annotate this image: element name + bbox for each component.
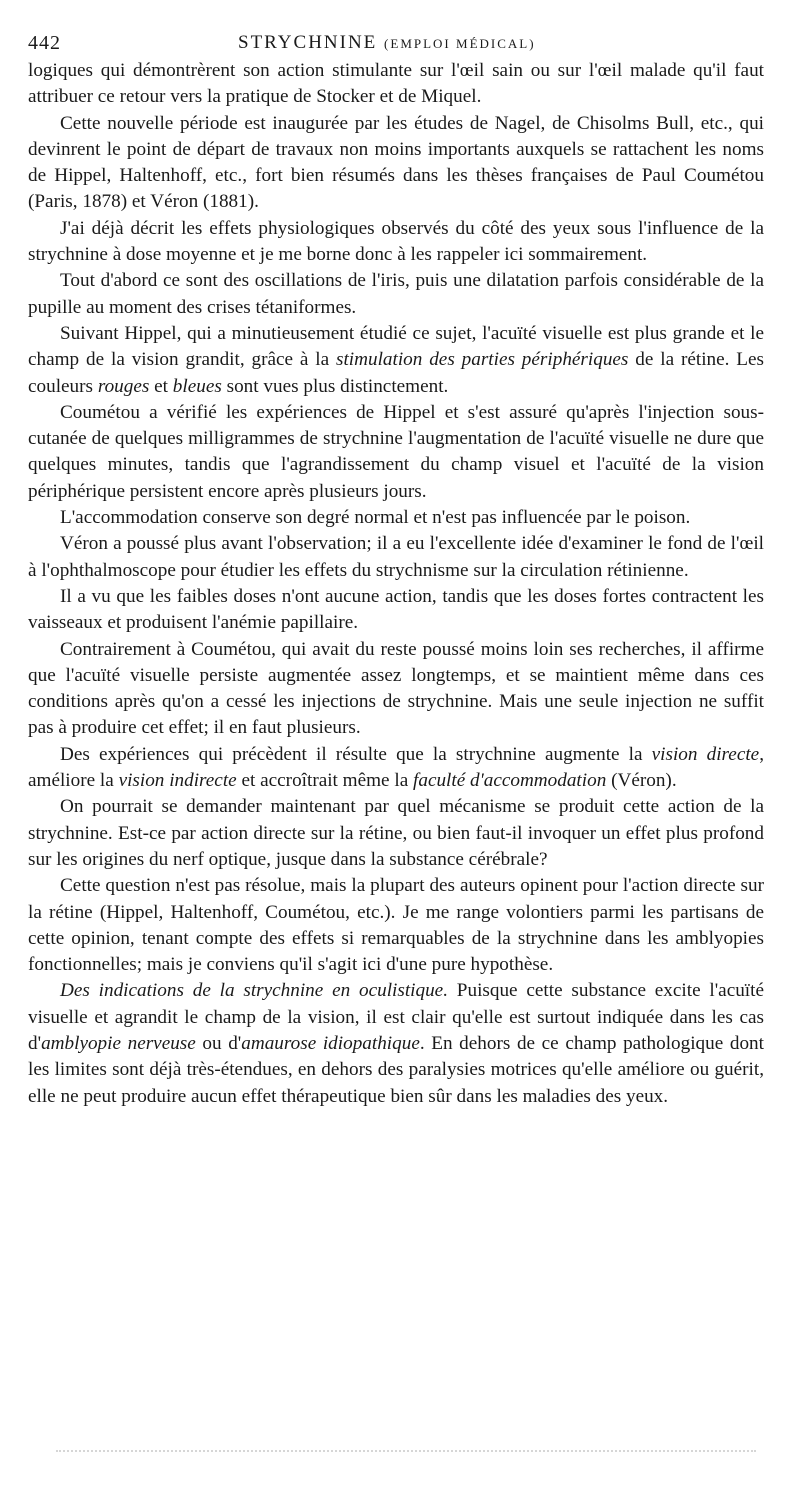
text-run: Contrairement à Coumétou, qui avait du reste poussé moins loin ses recherches, il affirme que l'acuïté visuelle persiste augmentée assez longtemps, et se maintient même dans ces conditions après qu'on a cessé les injections de strychnine. Mais une seule injection ne suffit pas à produire cet effet; il en faut plusieurs. <box>28 638 764 739</box>
text-run: On pourrait se demander maintenant par quel mécanisme se produit cette action de la strychnine. Est-ce par action directe sur la rétine, ou bien faut-il invoquer un effet plus profond sur les origines du nerf optique, jusque dans la substance cérébrale? <box>28 796 764 870</box>
paragraph <box>28 505 764 531</box>
running-head <box>238 32 536 54</box>
paragraph <box>28 978 764 1109</box>
text-run: Cette nouvelle période est inaugurée par les études de Nagel, de Chisolms Bull, etc., qui devinrent le point de départ de travaux non moins importants auxquels se rattachent les noms de Hippel, Haltenhoff, etc., fort bien résumés dans les thèses françaises de Paul Coumétou (Paris, 1878) et Véron (1881). <box>28 112 764 213</box>
paragraph <box>28 58 764 111</box>
italic-text: Des indications de la strychnine en oculistique. <box>60 980 448 1002</box>
text-run: Coumétou a vérifié les expériences de Hippel et s'est assuré qu'après l'injection sous-cutanée de quelques milligrammes de strychnine l'augmentation de l'acuïté visuelle ne dure que quelques minutes, tandis que l'agrandissement du champ visuel et l'acuïté de la vision périphérique persistent encore après plusieurs jours. <box>28 401 764 502</box>
paragraph <box>28 637 764 742</box>
italic-text: rouges <box>97 375 150 397</box>
text-run: , améliore la <box>28 743 764 792</box>
text-run: Véron a poussé plus avant l'observation; il a eu l'excellente idée d'examiner le fond de l'œil à l'ophthalmoscope pour étudier les effets du strychnisme sur la circulation rétinienne. <box>28 533 764 581</box>
book-page <box>28 24 764 1110</box>
paragraph <box>28 873 764 978</box>
paragraph <box>28 742 764 795</box>
page-header <box>28 24 764 58</box>
text-run: (Véron). <box>606 770 677 792</box>
text-run: logiques qui démontrèrent son action stimulante sur l'œil sain ou sur l'œil malade qu'il faut attribuer ce retour vers la pratique de Stocker et de Miquel. <box>28 60 764 108</box>
italic-text: stimulation des parties périphériques <box>335 349 629 371</box>
text-run: sont vues plus distinctement. <box>221 375 449 397</box>
text-run: Des expériences qui précèdent il résulte que la strychnine augmente la <box>60 743 652 765</box>
paragraph <box>28 321 764 400</box>
text-run: et <box>149 375 173 397</box>
italic-text: amaurose idiopathique <box>241 1032 420 1054</box>
running-head-subtitle: (EMPLOI MÉDICAL) <box>384 36 536 51</box>
paragraph <box>28 584 764 637</box>
text-run: ou d' <box>195 1032 242 1054</box>
paragraph <box>28 216 764 269</box>
text-run: de la rétine. Les couleurs <box>28 349 765 397</box>
italic-text: bleues <box>172 375 222 397</box>
italic-text: vision directe <box>651 743 760 765</box>
bottom-edge-bleedthrough <box>56 1450 756 1456</box>
text-run: L'accommodation conserve son degré normal et n'est pas influencée par le poison. <box>60 507 691 529</box>
body-text <box>28 58 764 1110</box>
paragraph <box>28 111 764 216</box>
text-run: J'ai déjà décrit les effets physiologiques observés du côté des yeux sous l'influence de la strychnine à dose moyenne et je me borne donc à les rappeler ici sommairement. <box>28 217 764 266</box>
text-run: Suivant Hippel, qui a minutieusement étudié ce sujet, l'acuïté visuelle est plus grande et le champ de la vision grandit, grâce à la <box>28 322 764 371</box>
page-number: 442 <box>28 32 61 54</box>
text-run: Il a vu que les faibles doses n'ont aucune action, tandis que les doses fortes contractent les vaisseaux et produisent l'anémie papillaire. <box>28 585 764 634</box>
text-run: Puisque cette substance excite l'acuïté visuelle et agrandit le champ de la vision, il est clair qu'elle est surtout indiquée dans les cas d' <box>28 980 764 1054</box>
running-head-title: STRYCHNINE <box>238 32 378 53</box>
paragraph <box>28 531 764 584</box>
text-run: . En dehors de ce champ pathologique dont les limites sont déjà très-étendues, en dehors des paralysies motrices qu'elle améliore ou guérit, elle ne peut produire aucun effet thérapeutique bien sûr dans les maladies des yeux. <box>28 1032 764 1107</box>
italic-text: faculté d'accommodation <box>413 770 607 792</box>
text-run: et accroîtrait même la <box>236 770 414 792</box>
paragraph <box>28 400 764 505</box>
text-run: Tout d'abord ce sont des oscillations de l'iris, puis une dilatation parfois considérable de la pupille au moment des crises tétaniformes. <box>28 270 764 318</box>
italic-text: vision indirecte <box>118 770 237 792</box>
italic-text: amblyopie nerveuse <box>41 1032 196 1054</box>
paragraph <box>28 268 764 321</box>
paragraph <box>28 794 764 873</box>
text-run: Cette question n'est pas résolue, mais la plupart des auteurs opinent pour l'action directe sur la rétine (Hippel, Haltenhoff, Coumétou, etc.). Je me range volontiers parmi les partisans de cette opinion, tenant compte des effets si remarquables de la strychnine dans les amblyopies fonctionnelles; mais je conviens qu'il s'agit ici d'une pure hypothèse. <box>28 875 764 976</box>
